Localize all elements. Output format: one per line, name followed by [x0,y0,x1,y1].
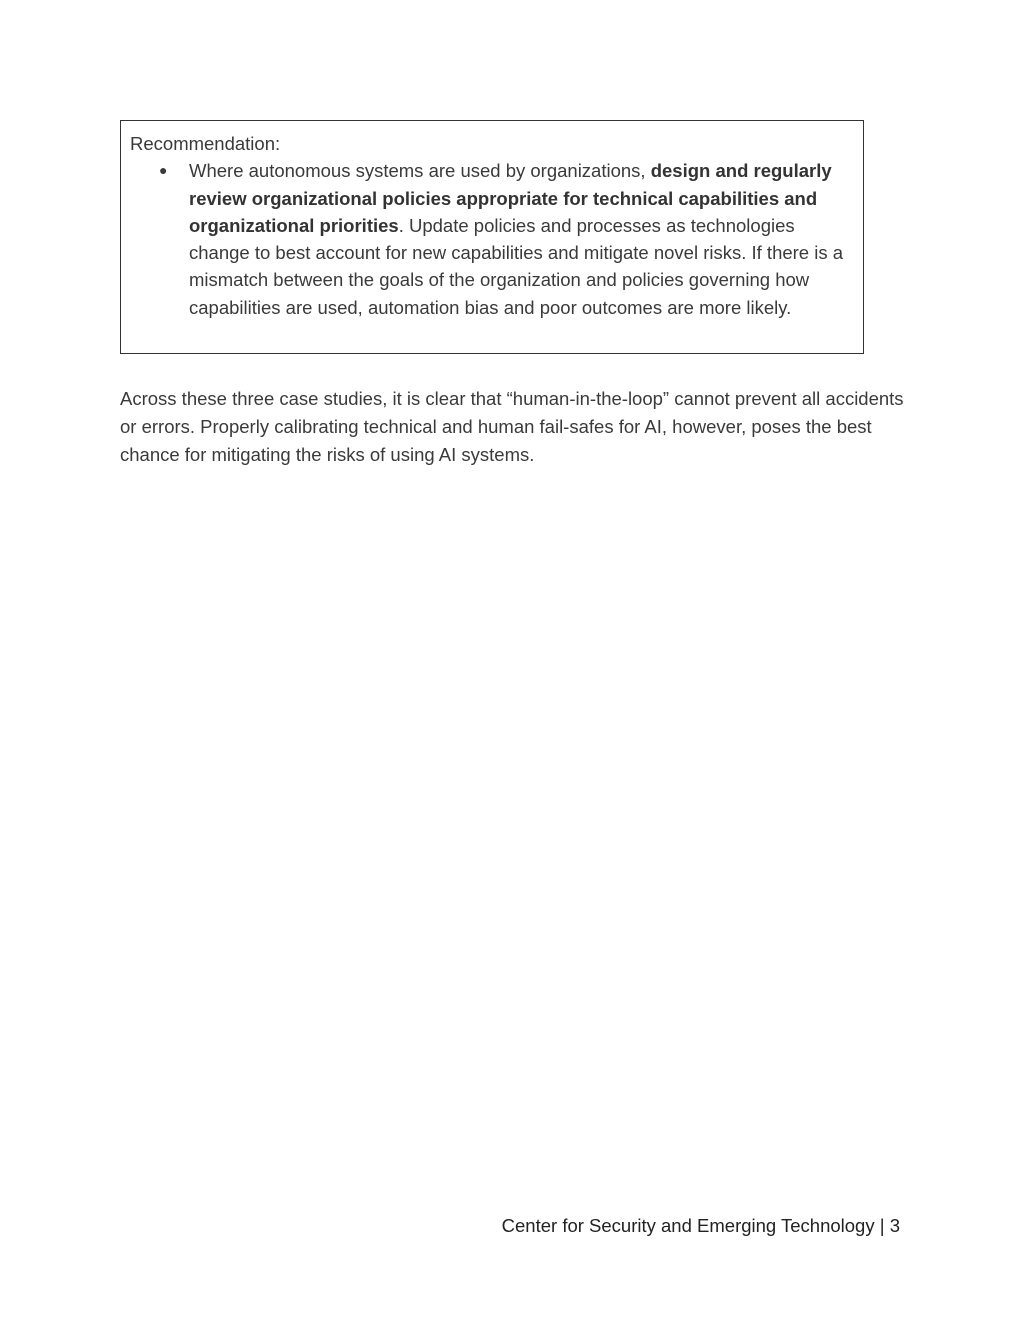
recommendation-text-emphasis: design and regularly review organizational policies appropriate for technical capabilities and organizational priorities [189,160,832,236]
page-footer [502,1212,900,1240]
body-paragraph: Across these three case studies, it is clear that “human-in-the-loop” cannot prevent all accidents or errors. Properly calibrating technical and human fail-safes for AI, however, poses the best chance for mitigating the risks of using AI systems. [120,388,904,465]
page-number: 3 [889,1215,900,1236]
footer-organization: Center for Security and Emerging Technology [501,1215,875,1236]
recommendation-text-lead: Where autonomous systems are used by organizations, [189,160,651,182]
footer-separator: | [874,1215,890,1236]
recommendation-heading: Recommendation: [130,133,281,154]
recommendation-item [130,157,855,321]
bullet-icon: ● [159,162,168,179]
recommendation-box [120,120,864,354]
recommendation-list [130,157,855,321]
recommendation-text-rest: . Update policies and processes as technologies change to best account for new capabilities and mitigate novel risks. If there is a mismatch between the goals of the organization and policies governing how capabilities are used, automation bias and poor outcomes are more likely. [189,214,844,318]
